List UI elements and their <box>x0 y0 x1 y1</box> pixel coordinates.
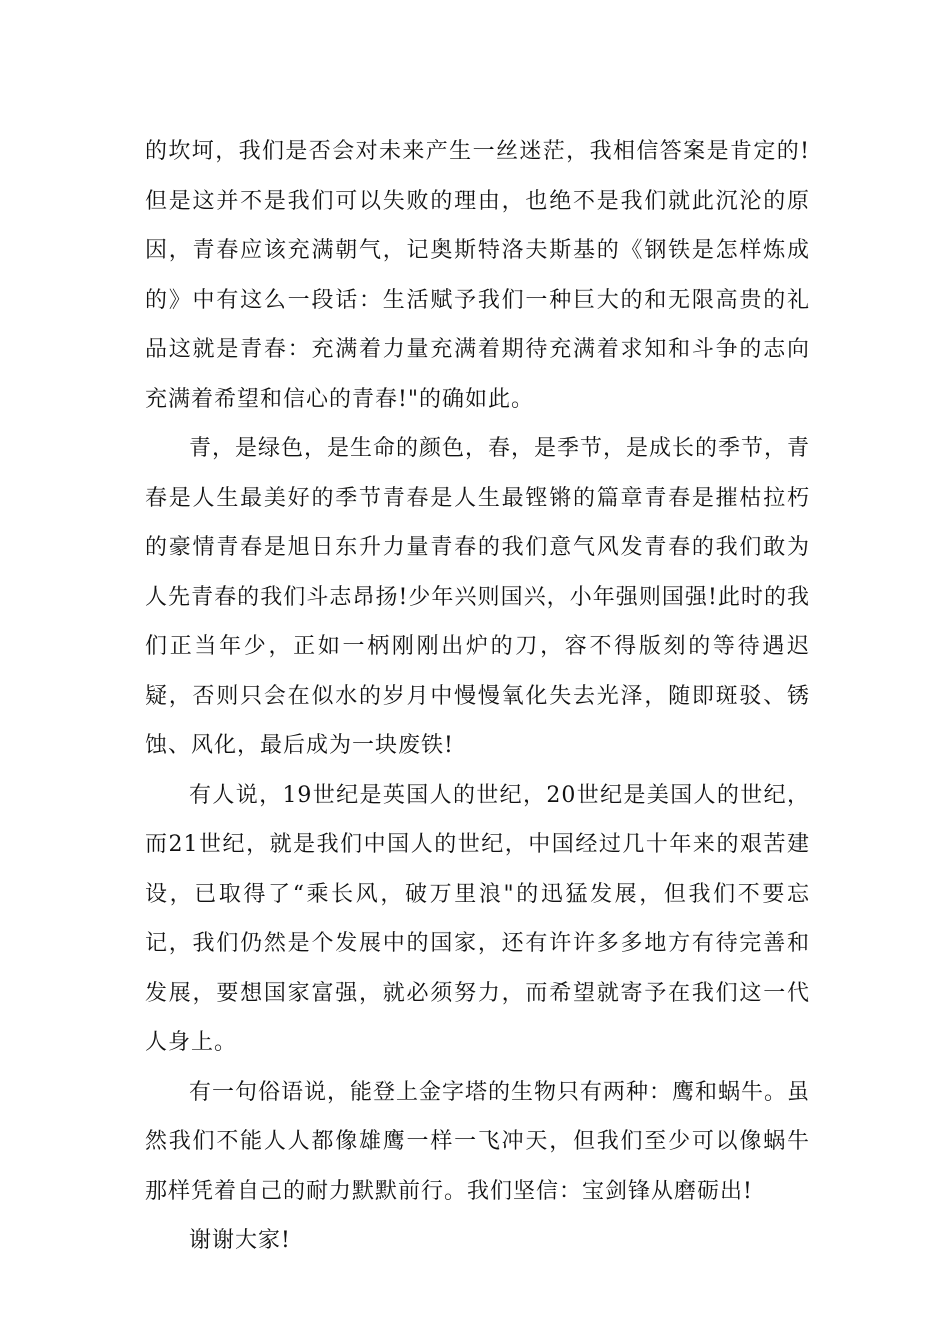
paragraph-continuation: 的坎坷，我们是否会对未来产生一丝迷茫，我相信答案是肯定的!但是这并不是我们可以失败的理由，也绝不是我们就此沉沦的原因，青春应该充满朝气，记奥斯特洛夫斯基的《钢铁是怎样炼成的》中有这么一段话：生活赋予我们一种巨大的和无限高贵的礼品这就是青春：充满着力量充满着期待充满着求知和斗争的志向充满着希望和信心的青春!"的确如此。 <box>145 139 810 412</box>
document-body <box>145 127 810 1266</box>
paragraph-21st-century: 有人说，19世纪是英国人的世纪，20世纪是美国人的世纪，而21世纪，就是我们中国人的世纪，中国经过几十年来的艰苦建设，已取得了“乘长风，破万里浪"的迅猛发展，但我们不要忘记，我们仍然是个发展中的国家，还有许许多多地方有待完善和发展，要想国家富强，就必须努力，而希望就寄予在我们这一代人身上。 <box>145 782 810 1055</box>
paragraph-pyramid-proverb: 有一句俗语说，能登上金字塔的生物只有两种：鹰和蜗牛。虽然我们不能人人都像雄鹰一样一飞冲天，但我们至少可以像蜗牛那样凭着自己的耐力默默前行。我们坚信：宝剑锋从磨砺出! <box>145 1079 811 1204</box>
paragraph-closing-thanks: 谢谢大家! <box>189 1228 291 1253</box>
paragraph-youth-green: 青，是绿色，是生命的颜色，春，是季节，是成长的季节，青春是人生最美好的季节青春是人生最铿锵的篇章青春是摧枯拉朽的豪情青春是旭日东升力量青春的我们意气风发青春的我们敢为人先青春的我们斗志昂扬!少年兴则国兴，小年强则国强!此时的我们正当年少，正如一柄刚刚出炉的刀，容不得版刻的等待遇迟疑，否则只会在似水的岁月中慢慢氧化失去光泽，随即斑驳、锈蚀、风化，最后成为一块废铁! <box>145 436 811 758</box>
